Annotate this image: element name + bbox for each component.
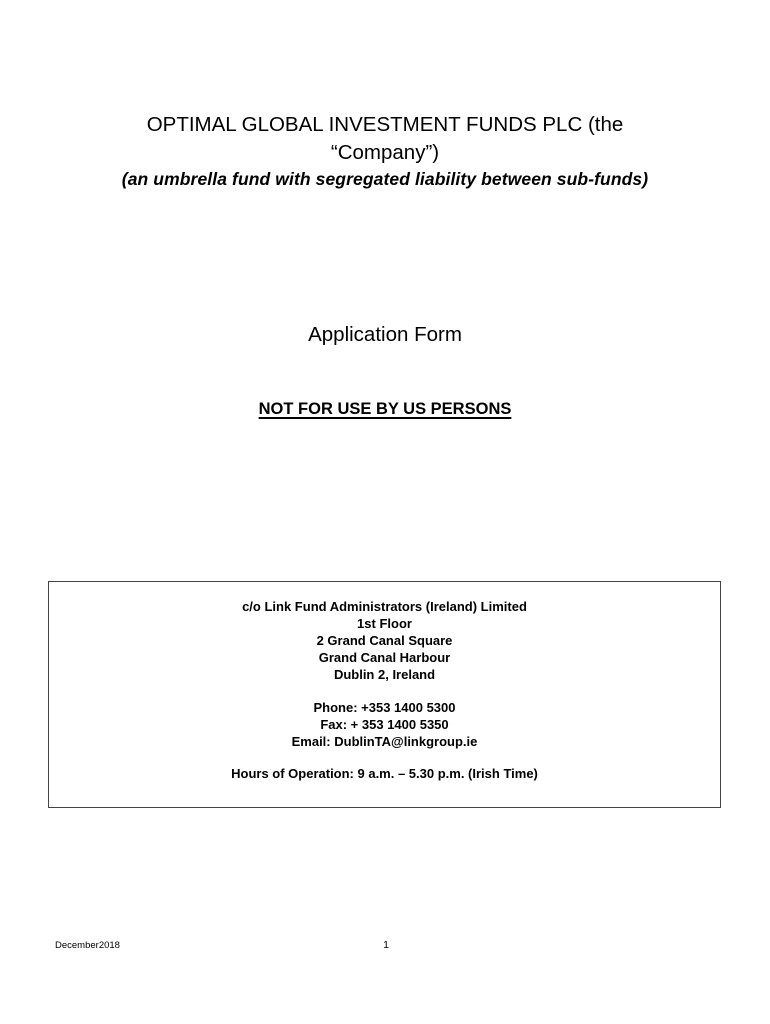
- us-persons-notice: [0, 397, 770, 421]
- contact-box: [48, 581, 721, 808]
- footer-page-number: 1: [383, 939, 389, 951]
- address-line-area: Grand Canal Harbour: [318, 650, 451, 665]
- phone-number: Phone: +353 1400 5300: [313, 700, 456, 715]
- contact-details: [49, 699, 720, 750]
- fax-number: Fax: + 353 1400 5350: [320, 717, 449, 732]
- company-title-line-1: OPTIMAL GLOBAL INVESTMENT FUNDS PLC (the: [146, 113, 624, 136]
- address-line-floor: 1st Floor: [357, 616, 412, 631]
- us-persons-notice-text: NOT FOR USE BY US PERSONS: [258, 400, 512, 418]
- address-block: [49, 598, 720, 683]
- title-block: [0, 111, 770, 191]
- address-line-city: Dublin 2, Ireland: [333, 667, 436, 682]
- address-line-administrator: c/o Link Fund Administrators (Ireland) Limited: [242, 599, 527, 614]
- company-subtitle: (an umbrella fund with segregated liability between sub-funds): [121, 169, 649, 189]
- address-line-street: 2 Grand Canal Square: [316, 633, 453, 648]
- email-address: Email: DublinTA@linkgroup.ie: [291, 734, 478, 749]
- hours-of-operation: Hours of Operation: 9 a.m. – 5.30 p.m. (Irish Time): [231, 766, 538, 781]
- footer-date: December2018: [55, 940, 120, 951]
- form-title: Application Form: [308, 323, 462, 346]
- company-title-line-2: “Company”): [330, 141, 440, 164]
